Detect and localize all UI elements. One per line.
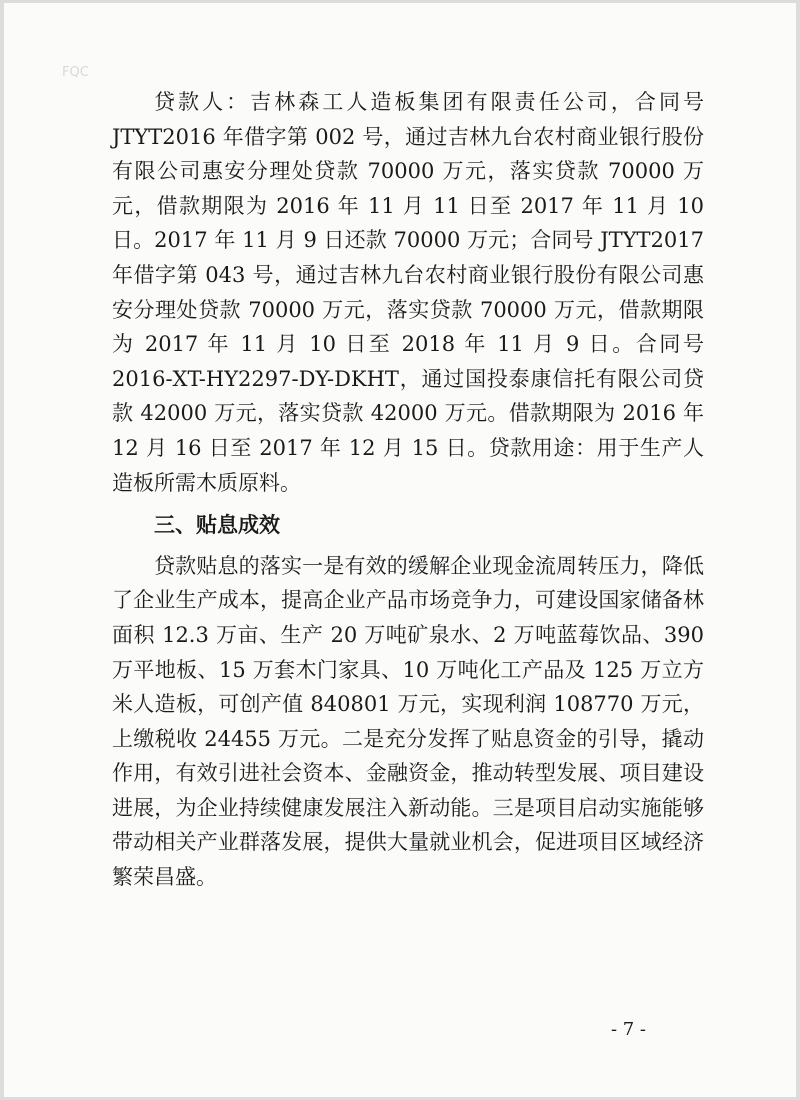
document-page bbox=[4, 3, 796, 1097]
loan-details-paragraph: 贷款人：吉林森工人造板集团有限责任公司，合同号 JTYT2016 年借字第 002 号，通过吉林九台农村商业银行股份有限公司惠安分理处贷款 70000 万元，落实贷款 70000 万元，借款期限为 2016 年 11 月 11 日至 2017 年 11 月 10 日。2017 年 11 月 9 日还款 70000 万元；合同号 JTYT2017 年借字第 043 号，通过吉林九台农村商业银行股份有限公司惠安分理处贷款 70000 万元，落实贷款 70000 万元，借款期限为 2017 年 11 月 10 日至 2018 年 11 月 9 日。合同号 2016-XT-HY2297-DY-DKHT，通过国投泰康信托有限公司贷款 42000 万元，落实贷款 42000 万元。借款期限为 2016 年 12 月 16 日至 2017 年 12 月 15 日。贷款用途：用于生产人造板所需木质原料。 bbox=[112, 90, 704, 495]
page-number: - 7 - bbox=[610, 1019, 646, 1040]
scan-watermark: FQC bbox=[62, 65, 89, 80]
results-paragraph: 贷款贴息的落实一是有效的缓解企业现金流周转压力，降低了企业生产成本，提高企业产品市场竞争力，可建设国家储备林面积 12.3 万亩、生产 20 万吨矿泉水、2 万吨蓝莓饮品、390 万平地板、15 万套木门家具、10 万吨化工产品及 125 万立方米人造板，可创产值 840801 万元，实现利润 108770 万元，上缴税收 24455 万元。二是充分发挥了贴息资金的引导，撬动作用，有效引进社会资本、金融资金，推动转型发展、项目建设进展，为企业持续健康发展注入新动能。三是项目启动实施能够带动相关产业群落发展，提供大量就业机会，促进项目区域经济繁荣昌盛。 bbox=[112, 553, 704, 890]
section-heading: 三、贴息成效 bbox=[154, 513, 280, 538]
document-body bbox=[112, 85, 704, 895]
